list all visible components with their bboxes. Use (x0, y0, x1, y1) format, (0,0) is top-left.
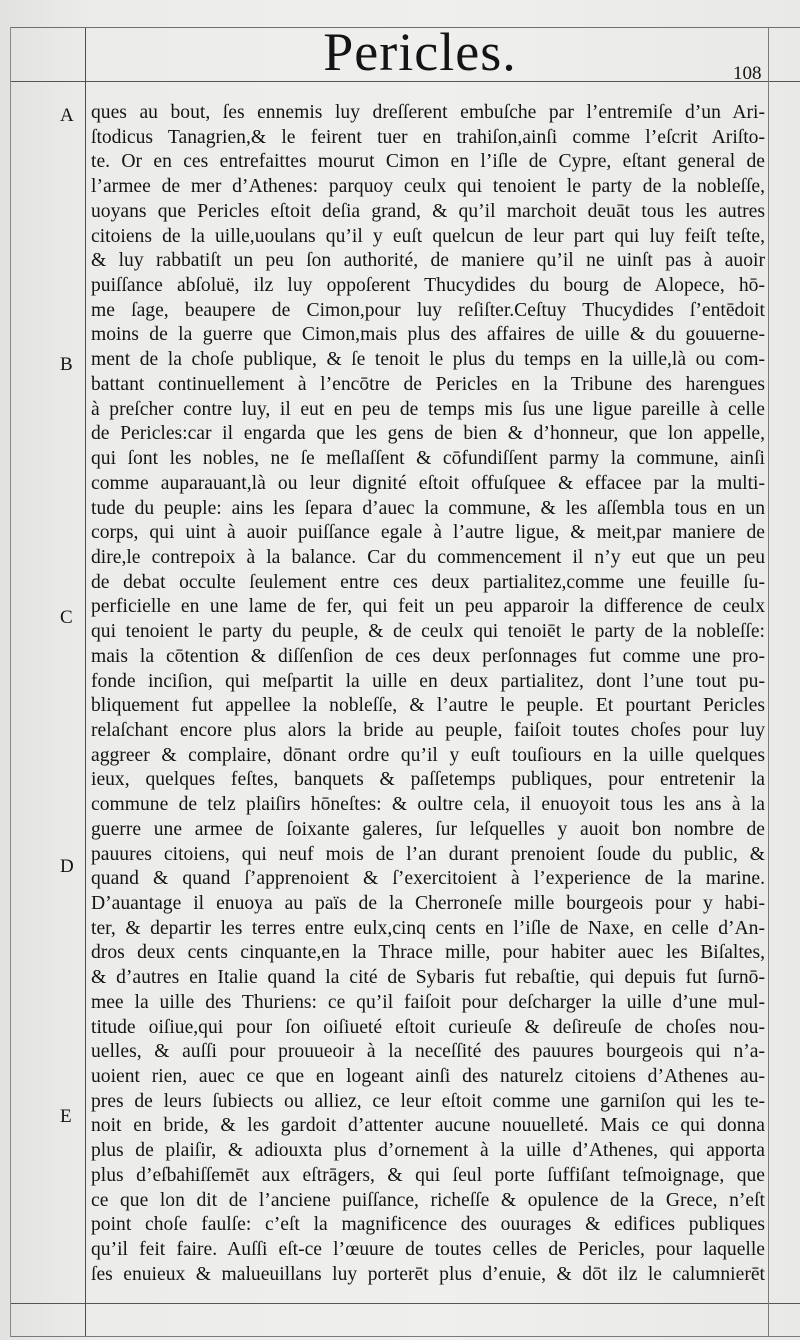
text-line: ter, & departir les terres entre eulx,cinq cents en l’iſle de Naxe, en celle d’An- (91, 917, 765, 939)
text-line: mais la cōtention & diſſenſion de ces deux perſonnages fut comme une pro- (91, 645, 765, 667)
text-line: plus de plaiſir, & adiouxta plus d’ornement à la uille d’Athenes, qui apporta (91, 1140, 765, 1162)
text-line: dros deux cents cinquante,en la Thrace mille, pour habiter auec les Biſaltes, (91, 942, 765, 964)
text-line: bliquement fut appellee la nobleſſe, & l’autre le peuple. Et pourtant Pericles (91, 695, 765, 717)
text-line: aggreer & complaire, dōnant ordre qu’il y euſt touſiours en la uille quelques (91, 744, 765, 766)
text-line: ieux, quelques feſtes, banquets & paſſetemps publiques, pour entretenir la (91, 769, 765, 791)
text-line: pauures citoiens, qui neuf mois de l’an durant prenoient ſoude du public, & (91, 843, 765, 865)
text-line: uelles, & auſſi pour prouueoir à la neceſſité des pauures bourgeois qui n’a- (91, 1041, 765, 1063)
text-line: comme auparauant,là ou leur dignité eſtoit offuſquee & effacee par la multi- (91, 472, 765, 494)
text-line: plus d’eſbahiſſemēt aux eſtrāgers, & qui ſeul porte ſuffiſant teſmoignage, que (91, 1164, 765, 1186)
text-line: ques au bout, ſes ennemis luy dreſſerent embuſche par l’entremiſe d’un Ari- (91, 102, 765, 123)
text-line: de Pericles:car il engarda que les gens de bien & d’honneur, que lon appelle, (91, 423, 765, 445)
text-line: citoiens de la uille,uoulans qu’il y euſt quelcun de leur part qui luy feiſt teſte, (91, 225, 765, 247)
text-line: battant continuellement à l’encōtre de Pericles en la Tribune des harengues (91, 373, 765, 395)
text-line: me ſage, beaupere de Cimon,pour luy reſiſter.Ceſtuy Thucydides ſ’entēdoit (91, 299, 765, 321)
text-line: l’armee de mer d’Athenes: parquoy ceulx qui tenoient le party de la nobleſſe, (91, 176, 765, 198)
text-line: quand & quand ſ’apprenoient & ſ’exercitoient à l’experience de la marine. (91, 868, 765, 890)
footer-rule (10, 1303, 800, 1304)
page-number: 108 (733, 63, 762, 84)
text-line: de debat occulte ſeulement entre ces deux partialitez,comme une feuille ſu- (91, 571, 765, 593)
text-line: uoient rien, auec ce que en logeant ainſi des naturelz citoiens d’Athenes au- (91, 1066, 765, 1088)
left-edge-rule (10, 27, 11, 1337)
text-line: noit en bride, & les gardoit d’attenter aucune nouuelleté. Mais ce qui donna (91, 1115, 765, 1137)
text-line: ment de la choſe publique, & ſe tenoit le plus du temps en la uille,là ou com- (91, 349, 765, 371)
text-line: titude oiſiue,qui pour ſon oiſiueté eſtoit curieuſe & deſireuſe de choſes nou- (91, 1016, 765, 1038)
text-line: perficielle en une lame de fer, qui feit un peu apparoir la difference de ceulx (91, 596, 765, 618)
body-text (91, 101, 765, 1288)
text-line: ſtodicus Tanagrien,& le feirent tuer en trahiſon,ainſi comme l’eſcrit Ariſto- (91, 126, 765, 148)
margin-letter-b: B (60, 354, 73, 375)
margin-letter-a: A (60, 105, 74, 126)
text-line: D’auantage il enuoya au païs de la Cherroneſe mille bourgeois pour y habi- (91, 893, 765, 914)
bottom-border-rule (10, 1336, 800, 1337)
text-line: qui tenoient le party du peuple, & de ceulx qui tenoiēt le party de la nobleſſe: (91, 621, 765, 643)
text-line: te. Or en ces entrefaittes mourut Cimon en l’iſle de Cypre, eſtant general de (91, 151, 765, 173)
text-line: ſes enuieux & malueuillans luy porterēt plus d’enuie, & dōt ilz le calumnierēt (91, 1263, 765, 1285)
margin-letter-e: E (60, 1106, 72, 1127)
text-line: tude du peuple: ains les ſepara d’auec la commune, & les aſſembla tous en un (91, 497, 765, 519)
running-title: Pericles. (323, 22, 517, 82)
text-line: & luy rabbatiſt un peu ſon authorité, de maniere qu’il ne uinſt pas à auoir (91, 250, 765, 272)
text-line: uoyans que Pericles eſtoit deſia grand, & qu’il marchoit deuāt tous les autres (91, 200, 765, 222)
text-line: qu’il feit faire. Auſſi eſt-ce l’œuure de toutes celles de Pericles, pour laquelle (91, 1239, 765, 1261)
text-line: moins de la guerre que Cimon,mais plus des affaires de uille & du gouuerne- (91, 324, 765, 346)
text-line: ce que lon dit de l’anciene puiſſance, richeſſe & opulence de la Grece, n’eſt (91, 1189, 765, 1211)
margin-rule (85, 28, 86, 1336)
text-line: dire,le contrepoix à la balance. Car du commencement il n’y eut que un peu (91, 546, 765, 568)
margin-letter-c: C (60, 607, 73, 628)
text-line: puiſſance abſoluë, ilz luy oppoſerent Thucydides du bourg de Alopece, hō- (91, 275, 765, 297)
text-line: relaſchant encore plus alors la bride au peuple, faiſoit toutes choſes pour luy (91, 719, 765, 741)
text-line: pres de leurs ſubiects ou alliez, ce leur eſtoit comme une garniſon qui les te- (91, 1090, 765, 1112)
text-line: mee la uille des Thuriens: ce qu’il faiſoit pour deſcharger la uille d’une mul- (91, 991, 765, 1013)
text-line: guerre une armee de ſoixante galeres, ſur leſquelles y auoit bon nombre de (91, 818, 765, 840)
text-line: point choſe faulſe: c’eſt la magnificence des ouurages & edifices publiques (91, 1214, 765, 1236)
text-line: fonde inciſion, qui meſpartit la uille en deux partialitez, dont l’une tout pu- (91, 670, 765, 692)
text-line: à preſcher contre luy, il eut en peu de temps mis ſus une ligue pareille à celle (91, 398, 765, 420)
text-line: & d’autres en Italie quand la cité de Sybaris fut rebaſtie, qui depuis fut ſurnō- (91, 967, 765, 989)
text-line: qui ſont les nobles, ne ſe meſlaſſent & cōfundiſſent parmy la commune, ainſi (91, 448, 765, 470)
text-line: commune de telz plaiſirs hōneſtes: & oultre cela, il enuoyoit tous les ans à la (91, 794, 765, 816)
text-line: corps, qui uint à auoir puiſſance egale à l’autre ligue, & meit,par maniere de (91, 522, 765, 544)
margin-letter-d: D (60, 856, 74, 877)
right-edge-rule (768, 28, 769, 1336)
